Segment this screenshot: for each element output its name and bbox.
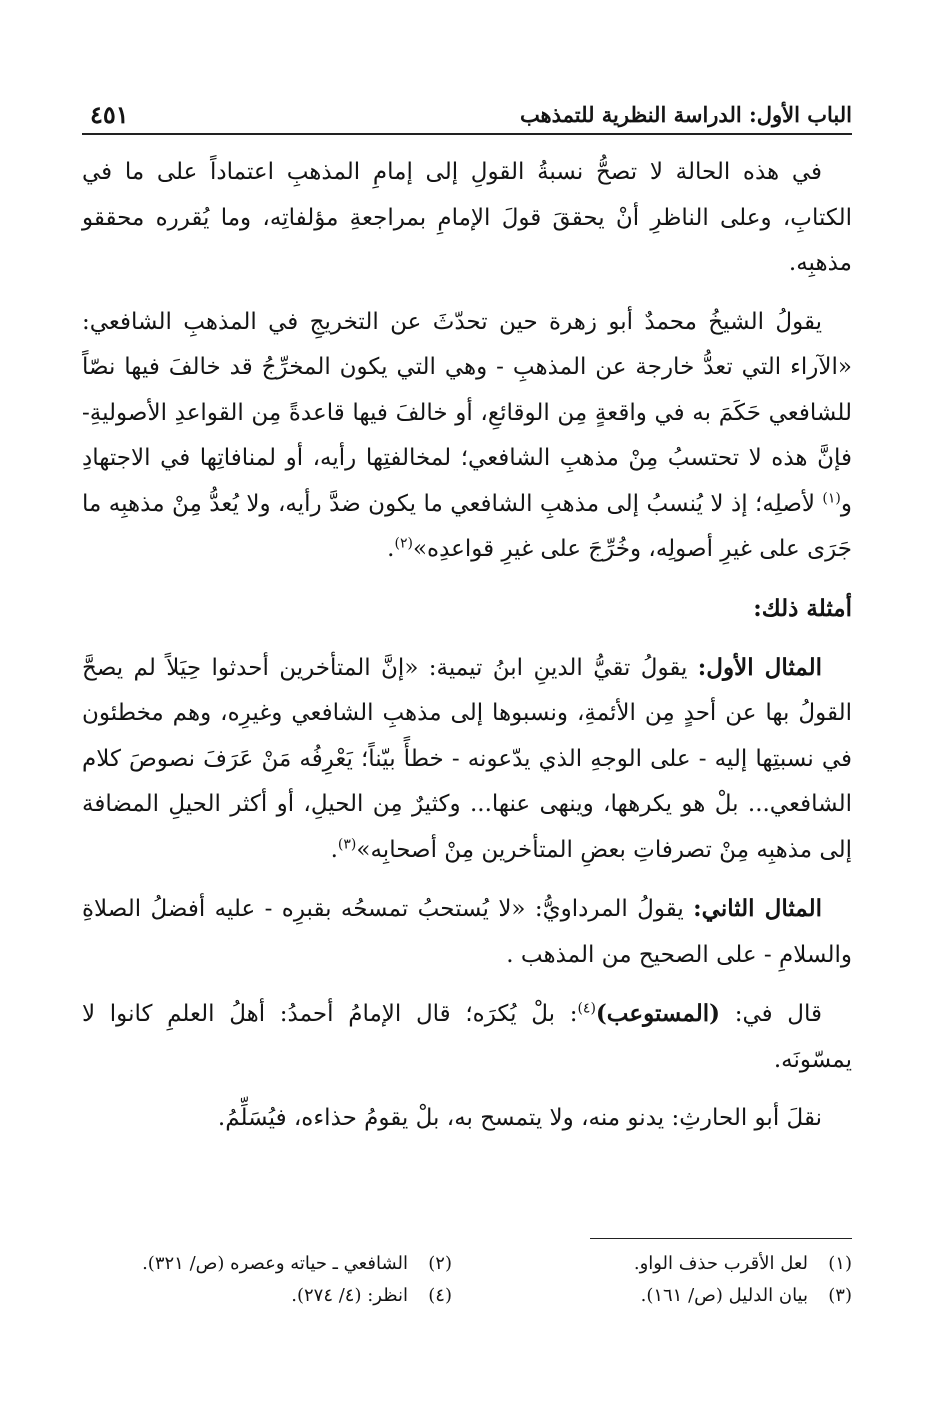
- running-header: [82, 98, 852, 132]
- footnote-text: بيان الدليل (ص/ ١٦١).: [640, 1285, 808, 1306]
- example-1-end: .: [330, 836, 338, 863]
- footnote-text: انظر: (٤/ ٢٧٤).: [291, 1285, 408, 1306]
- chapter-title: الباب الأول: الدراسة النظرية للتمذهب: [519, 102, 852, 127]
- mustawab-intro: قال في:: [720, 1001, 822, 1027]
- footnote-3: [482, 1280, 852, 1312]
- footnotes: [82, 1248, 852, 1312]
- paragraph-mustawab-quote: [82, 991, 852, 1083]
- footnote-divider: [590, 1238, 852, 1239]
- page-number: ٤٥١: [90, 100, 129, 129]
- footnote-number: (٣): [828, 1285, 852, 1306]
- main-text: [82, 150, 852, 1155]
- example-2-label: المثال الثاني:: [693, 895, 822, 922]
- footnote-ref-3[interactable]: (٣): [337, 835, 357, 852]
- footnote-text: الشافعي ـ حياته وعصره (ص/ ٣٢١).: [142, 1253, 408, 1274]
- paragraph-intro: في هذه الحالة لا تصحُّ نسبةُ القولِ إلى إمامِ المذهبِ اعتماداً على ما في الكتابِ، وعلى الناظرِ أنْ يحققَ قولَ الإمامِ بمراجعةِ مؤلفاتِه، وما يُقرره محققو مذهبِه.: [82, 159, 852, 276]
- quote-text-part-1: يقولُ الشيخُ محمدٌ أبو زهرة حين تحدّثَ عن التخريجِ في المذهبِ الشافعي: «الآراء التي تعدُّ خارجة عن المذهبِ - وهي التي يكون المخرِّجُ قد خالفَ فيها نصّاً للشافعي حَكَمَ به في واقعةٍ مِن الوقائعِ، أو خالفَ فيها قاعدةً مِن القواعدِ الأصوليةِ- فإنَّ هذه لا تحتسبُ مِنْ مذهبِ الشافعي؛ لمخالفتِها رأيه، أو لمنافاتِها في الاجتهادِ و: [82, 308, 852, 517]
- footnote-text: لعل الأقرب حذف الواو.: [633, 1253, 808, 1274]
- paragraph-abu-al-harith: نقلَ أبو الحارثِ: يدنو منه، ولا يتمسح به، بلْ يقومُ حذاءه، فيُسَلِّمُ.: [217, 1105, 822, 1131]
- footnote-1: [482, 1248, 852, 1280]
- quote-end: .: [387, 536, 395, 562]
- paragraph-example-2: [82, 886, 852, 978]
- book-title-mustawab: (المستوعب): [595, 1000, 721, 1027]
- footnote-ref-1[interactable]: (١): [822, 489, 841, 506]
- footnote-number: (٢): [428, 1253, 452, 1274]
- book-page: [82, 78, 852, 1378]
- examples-heading: أمثلة ذلك:: [753, 594, 852, 622]
- example-1-label: المثال الأول:: [697, 653, 822, 681]
- footnote-ref-4[interactable]: (٤): [577, 1000, 596, 1017]
- paragraph-abu-zahra-quote: [82, 300, 852, 573]
- footnote-4: [82, 1280, 452, 1312]
- mustawab-text: : بلْ يُكرَه؛ قال الإمامُ أحمدُ: أهلُ العلمِ كانوا لا يمسّونَه.: [82, 1001, 852, 1073]
- paragraph-example-1: [82, 645, 852, 874]
- footnote-ref-2[interactable]: (٢): [394, 535, 413, 552]
- example-2-text: يقولُ المرداويُّ: «لا يُستحبُ تمسحُه بقبرِه - عليه أفضلُ الصلاةِ والسلامِ - على الصحيح من المذهب .: [82, 896, 852, 968]
- footnote-number: (١): [828, 1253, 852, 1274]
- footnote-number: (٤): [428, 1285, 452, 1306]
- footnote-2: [82, 1248, 452, 1280]
- quote-text-part-2: لأصلِه؛ إذ لا يُنسبُ إلى مذهبِ الشافعي ما يكون ضدَّ رأيه، ولا يُعدُّ مِنْ مذهبِه ما جَرَى على غيرِ أصولِه، وخُرِّجَ على غيرِ قواعدِه»: [82, 490, 852, 562]
- example-1-text: يقولُ تقيُّ الدينِ ابنُ تيمية: «إنَّ المتأخرين أحدثوا حِيَلاً لم يصحَّ القولُ بها عن أحدٍ مِن الأئمةِ، ونسبوها إلى مذهبِ الشافعي وغيرِه، وهم مخطئون في نسبتِها إليه - على الوجهِ الذي يدّعونه - خطأً بيّناً؛ يَعْرِفُه مَنْ عَرَفَ نصوصَ كلام الشافعي... بلْ هو يكرهها، وينهى عنها... وكثيرٌ مِن الحيلِ، أو أكثر الحيلِ المضافة إلى مذهبِه مِنْ تصرفاتِ بعضِ المتأخرين مِنْ أصحابِه»: [82, 654, 852, 863]
- header-divider: [82, 133, 852, 135]
